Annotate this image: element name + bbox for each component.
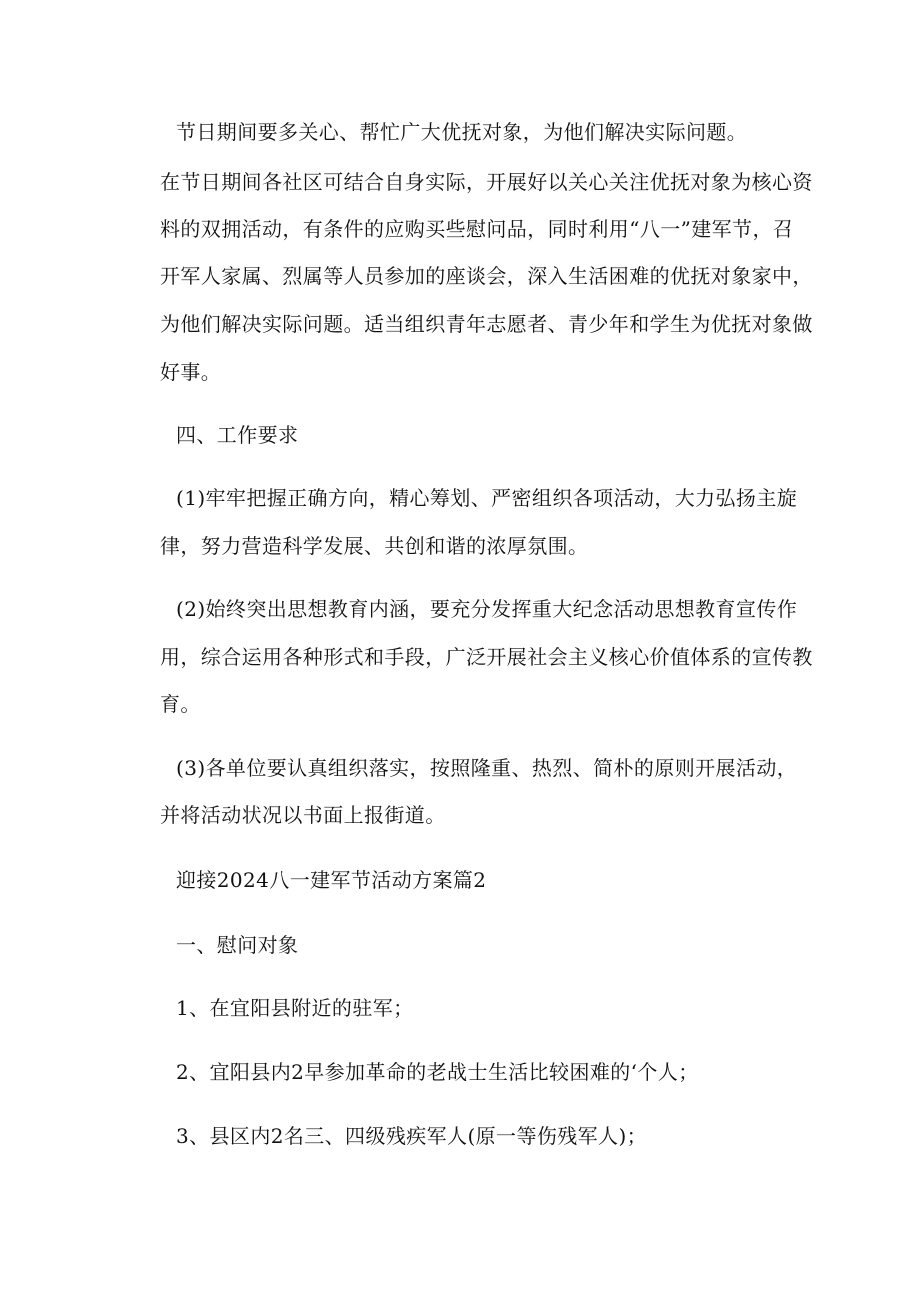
paragraph-line: 律，努力营造科学发展、共创和谐的浓厚氛围。 <box>160 534 589 558</box>
paragraph-line: 在节日期间各社区可结合自身实际，开展好以关心关注优抚对象为核心资 <box>160 170 813 194</box>
paragraph-line: 并将活动状况以书面上报街道。 <box>160 803 446 827</box>
list-item: 2、宜阳县内2早参加革命的老战士生活比较困难的‘个人； <box>176 1060 699 1084</box>
paragraph-line: 好事。 <box>160 360 222 384</box>
paragraph-line: 用，综合运用各种形式和手段，广泛开展社会主义核心价值体系的宣传教 <box>160 645 813 669</box>
paragraph-line: (1)牢牢把握正确方向，精心筹划、严密组织各项活动，大力弘扬主旋 <box>176 486 798 510</box>
section-heading-condolence-targets: 一、慰问对象 <box>176 933 299 957</box>
paragraph-line: 为他们解决实际问题。适当组织青年志愿者、青少年和学生为优抚对象做 <box>160 312 813 336</box>
list-item: 1、在宜阳县附近的驻军； <box>176 996 414 1020</box>
paragraph-holiday-care: 节日期间要多关心、帮忙广大优抚对象，为他们解决实际问题。 <box>176 120 748 144</box>
article-title: 迎接2024八一建军节活动方案篇2 <box>176 868 487 892</box>
paragraph-line: 料的双拥活动，有条件的应购买些慰问品，同时利用“八一”建军节，召 <box>160 217 794 241</box>
paragraph-line: (3)各单位要认真组织落实，按照隆重、热烈、简朴的原则开展活动， <box>176 756 798 780</box>
list-item: 3、县区内2名三、四级残疾军人(原一等伤残军人)； <box>176 1124 648 1148</box>
paragraph-line: 育。 <box>160 692 201 716</box>
paragraph-line: 开军人家属、烈属等人员参加的座谈会，深入生活困难的优抚对象家中， <box>160 264 813 288</box>
paragraph-line: (2)始终突出思想教育内涵，要充分发挥重大纪念活动思想教育宣传作 <box>176 597 798 621</box>
section-heading-work-requirements: 四、工作要求 <box>176 423 299 447</box>
